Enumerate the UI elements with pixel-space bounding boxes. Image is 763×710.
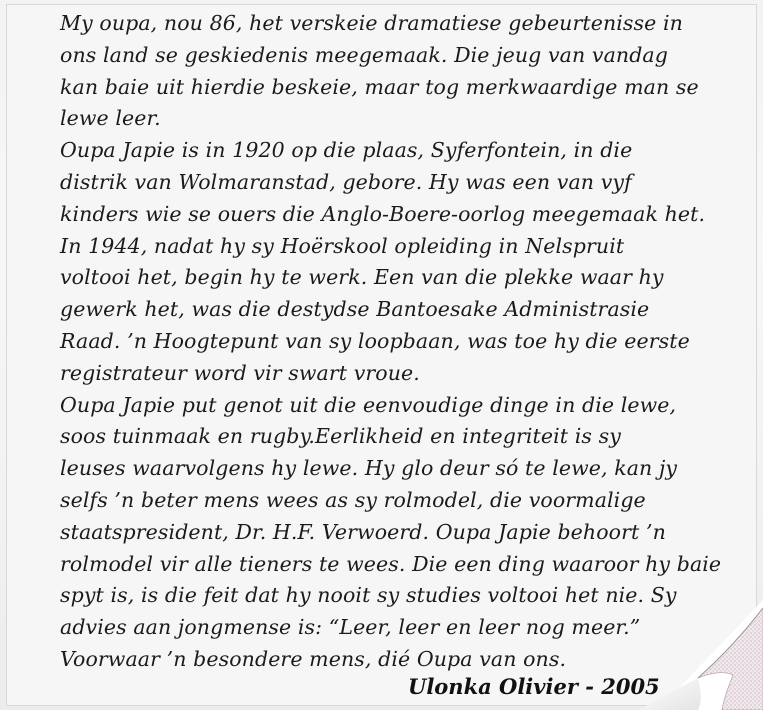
text-line: In 1944, nadat hy sy Hoërskool opleiding in Nelspruit <box>60 233 625 258</box>
text-line: selfs ’n beter mens wees as sy rolmodel, die voormalige <box>60 487 646 512</box>
text-line: lewe leer. <box>60 106 161 131</box>
text-line: soos tuinmaak en rugby.Eerlikheid en integriteit is sy <box>60 424 621 449</box>
text-line: distrik van Wolmaranstad, gebore. Hy was een van vyf <box>60 169 632 194</box>
text-line: leuses waarvolgens hy lewe. Hy glo deur só te lewe, kan jy <box>60 456 678 481</box>
text-line: advies aan jongmense is: “Leer, leer en leer nog meer.” <box>60 615 641 640</box>
text-line: registrateur word vir swart vroue. <box>60 360 420 385</box>
text-line: ons land se geskiedenis meegemaak. Die jeug van vandag <box>60 42 668 67</box>
text-line: voltooi het, begin hy te werk. Een van die plekke waar hy <box>60 265 664 290</box>
page-curl-corner <box>638 600 763 710</box>
text-line: gewerk het, was die destydse Bantoesake Administrasie <box>60 297 650 322</box>
essay-body <box>60 8 760 676</box>
text-line: Raad. ’n Hoogtepunt van sy loopbaan, was toe hy die eerste <box>60 328 690 353</box>
text-line: rolmodel vir alle tieners te wees. Die een ding waaroor hy baie <box>60 551 722 576</box>
text-line: Oupa Japie is in 1920 op die plaas, Syferfontein, in die <box>60 138 633 163</box>
text-line: Oupa Japie put genot uit die eenvoudige dinge in die lewe, <box>60 392 677 417</box>
text-line: kan baie uit hierdie beskeie, maar tog merkwaardige man se <box>60 74 699 99</box>
text-line: staatspresident, Dr. H.F. Verwoerd. Oupa Japie behoort ’n <box>60 519 666 544</box>
text-line: My oupa, nou 86, het verskeie dramatiese gebeurtenisse in <box>60 11 683 35</box>
text-line: spyt is, is die feit dat hy nooit sy studies voltooi het nie. Sy <box>60 583 677 608</box>
text-line: Voorwaar ’n besondere mens, dié Oupa van ons. <box>60 646 567 671</box>
text-line: kinders wie se ouers die Anglo-Boere-oorlog meegemaak het. <box>60 201 706 226</box>
author-signature: Ulonka Olivier - 2005 <box>408 674 660 699</box>
